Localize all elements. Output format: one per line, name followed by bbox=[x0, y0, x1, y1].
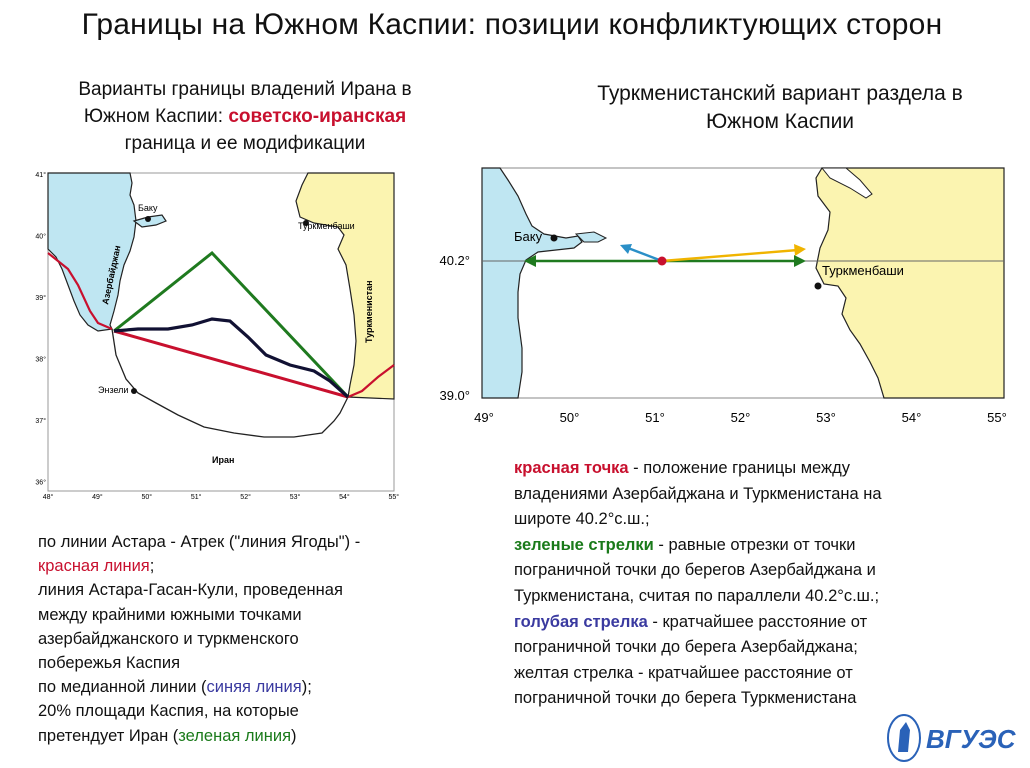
right-map-lon-tick: 55° bbox=[987, 410, 1007, 425]
right-note-line bbox=[514, 610, 994, 636]
right-note-line: пограничной точки до берегов Азербайджана и bbox=[514, 561, 876, 580]
left-map-lat-tick: 39° bbox=[35, 295, 46, 302]
left-map-lat-tick: 40° bbox=[35, 233, 46, 241]
left-note-blue-line: синяя линия bbox=[206, 678, 302, 697]
right-note-line bbox=[514, 456, 994, 482]
right-heading bbox=[530, 80, 1030, 136]
left-note-text: ) bbox=[291, 726, 297, 745]
left-note-line bbox=[38, 675, 478, 699]
left-map-lon-axis bbox=[43, 493, 400, 501]
left-note-red-line: красная линия bbox=[38, 557, 150, 576]
right-note-text: - кратчайшее расстояние от bbox=[647, 612, 868, 631]
left-map-baku-dot bbox=[145, 216, 151, 222]
left-note-line: линия Астара-Гасан-Кули, проведенная bbox=[38, 581, 343, 600]
right-map-lat-tick: 39.0° bbox=[439, 388, 470, 403]
right-note-blue-label: голубая стрелка bbox=[514, 612, 648, 631]
left-map-lon-tick: 52° bbox=[240, 494, 251, 501]
left-map-lat-axis bbox=[35, 171, 46, 487]
left-map-enzeli-label: Энзели bbox=[98, 385, 129, 395]
left-note-line bbox=[38, 554, 478, 578]
left-map-lon-tick: 55° bbox=[388, 494, 400, 501]
right-notes bbox=[514, 456, 994, 712]
right-note-text: - равные отрезки от точки bbox=[653, 535, 856, 554]
right-note-green-label: зеленые стрелки bbox=[514, 535, 654, 554]
right-note-line bbox=[514, 533, 994, 559]
left-note-text: ; bbox=[149, 557, 155, 576]
left-heading-line2-pre: Южном Каспии: bbox=[83, 106, 229, 127]
left-notes bbox=[38, 530, 478, 748]
right-heading-line1: Туркменистанский вариант раздела в bbox=[597, 82, 963, 105]
slide-title: Границы на Южном Каспии: позиции конфликтующих сторон bbox=[81, 8, 943, 41]
right-map bbox=[426, 168, 1016, 436]
right-map-lon-axis bbox=[474, 410, 1007, 425]
right-note-line: пограничной точки до берега Туркменистана bbox=[514, 689, 857, 708]
right-map-baku-dot bbox=[551, 235, 558, 242]
left-note-text: по медианной линии ( bbox=[38, 678, 207, 697]
right-map-lon-tick: 49° bbox=[474, 410, 494, 425]
left-map-turkmenbashi-label: Туркменбаши bbox=[298, 221, 355, 231]
left-map-turkmenistan-label: Туркменистан bbox=[364, 280, 374, 343]
left-map-lon-tick: 49° bbox=[92, 494, 103, 501]
right-map-turkmenbashi-dot bbox=[815, 283, 822, 290]
right-note-red-label: красная точка bbox=[514, 459, 629, 477]
right-map-lon-tick: 52° bbox=[730, 410, 751, 425]
right-note-line: пограничной точки до берега Азербайджана; bbox=[514, 638, 858, 657]
left-map-enzeli-dot bbox=[131, 388, 137, 394]
right-map-lat-axis bbox=[439, 253, 470, 403]
right-map-turkmenbashi-label: Туркменбаши bbox=[822, 263, 904, 278]
left-heading-line2 bbox=[30, 103, 460, 130]
logo-text: ВГУЭС bbox=[926, 724, 1016, 754]
left-note-line: азербайджанского и туркменского bbox=[38, 629, 299, 648]
left-note-text: ); bbox=[301, 678, 312, 697]
left-map-baku-label: Баку bbox=[138, 203, 158, 213]
right-map-lon-tick: 50° bbox=[559, 410, 580, 425]
right-map-red-point bbox=[658, 257, 667, 266]
left-heading-line3: граница и ее модификации bbox=[124, 133, 366, 154]
left-note-line: побережья Каспия bbox=[38, 654, 180, 673]
left-map-lat-tick: 37° bbox=[35, 418, 46, 425]
logo-figure-icon bbox=[898, 722, 910, 752]
right-note-line: широте 40.2°с.ш.; bbox=[514, 510, 650, 529]
left-note-line bbox=[38, 724, 478, 748]
right-heading-line2: Южном Каспии bbox=[705, 110, 855, 133]
right-map-lat-tick: 40.2° bbox=[439, 253, 470, 268]
left-heading-soviet-iranian: советско-иранская bbox=[228, 106, 407, 127]
right-map-lon-tick: 51° bbox=[645, 410, 665, 425]
left-map-lat-tick: 38° bbox=[35, 356, 46, 364]
left-note-line: между крайними южными точками bbox=[38, 605, 302, 624]
left-map-lon-tick: 51° bbox=[190, 494, 202, 501]
vguas-logo bbox=[880, 712, 1020, 764]
left-note-line: 20% площади Каспия, на которые bbox=[38, 702, 299, 721]
left-map bbox=[35, 165, 410, 501]
right-note-line: желтая стрелка - кратчайшее расстояние от bbox=[514, 663, 853, 682]
right-map-baku-label: Баку bbox=[514, 229, 543, 244]
left-map-lat-tick: 41° bbox=[35, 172, 46, 179]
left-note-green-line: зеленая линия bbox=[178, 726, 292, 745]
right-map-lon-tick: 54° bbox=[901, 410, 922, 425]
left-map-lon-tick: 54° bbox=[339, 494, 350, 501]
left-note-line: по линии Астара - Атрек ("линия Ягоды") - bbox=[38, 533, 361, 551]
left-map-lat-tick: 36° bbox=[35, 479, 46, 487]
right-note-text: - положение границы между bbox=[628, 459, 850, 477]
left-map-lon-tick: 53° bbox=[289, 494, 301, 501]
left-map-lon-tick: 50° bbox=[141, 494, 153, 501]
left-map-iran-label: Иран bbox=[212, 455, 235, 465]
left-heading bbox=[30, 76, 460, 157]
left-note-text: претендует Иран ( bbox=[38, 726, 179, 745]
left-map-lon-tick: 48° bbox=[42, 494, 54, 501]
left-heading-line1: Варианты границы владений Ирана в bbox=[78, 79, 412, 100]
right-note-line: владениями Азербайджана и Туркменистана на bbox=[514, 484, 882, 503]
left-map-azerbaijan-label: Азербайджан bbox=[100, 244, 123, 306]
right-note-line: Туркменистана, считая по параллели 40.2°с.ш.; bbox=[514, 586, 880, 605]
right-map-lon-tick: 53° bbox=[816, 410, 836, 425]
